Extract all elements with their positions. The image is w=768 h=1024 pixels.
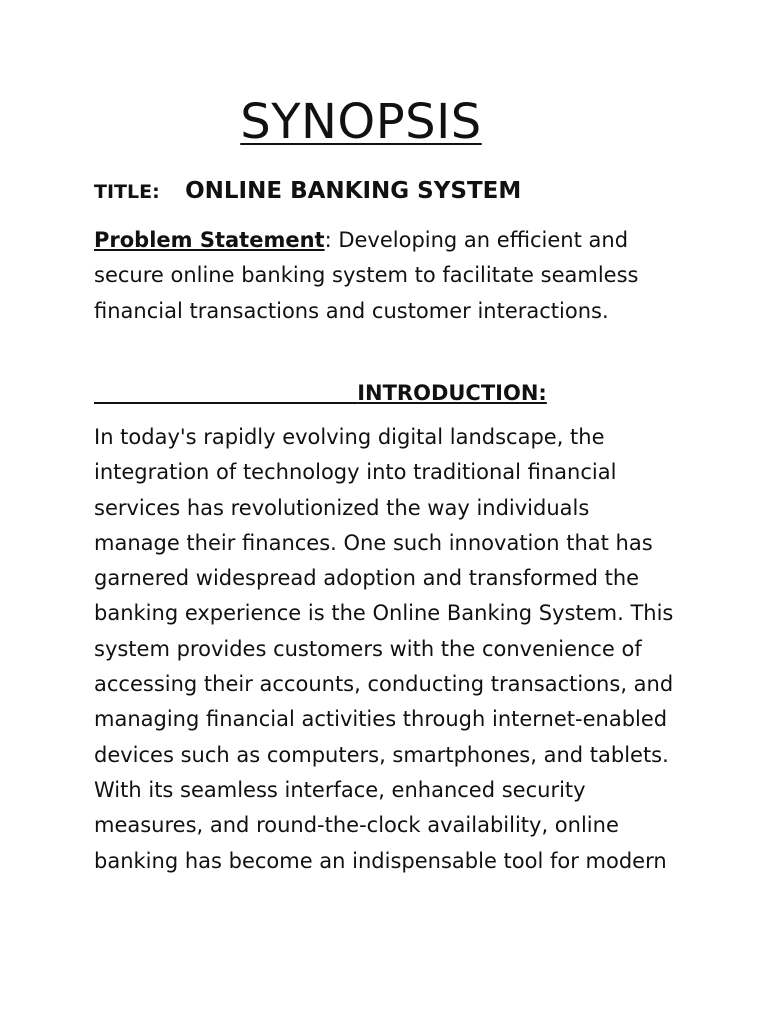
project-title: ONLINE BANKING SYSTEM: [185, 178, 522, 204]
title-label: TITLE:: [94, 181, 160, 203]
introduction-heading: [94, 376, 547, 410]
introduction-heading-rule: [94, 381, 357, 405]
introduction-paragraph: In today's rapidly evolving digital landscape, the integration of technology into traditional financial services has revolutionized the way individuals manage their finances. One such innovation that has garnered widespread adoption and transformed the banking experience is the Online Banking System. This system provides customers with the convenience of accessing their accounts, conducting transactions, and managing financial activities through internet-enabled devices such as computers, smartphones, and tablets. With its seamless interface, enhanced security measures, and round-the-clock availability, online banking has become an indispensable tool for modern: [94, 425, 674, 873]
synopsis-heading: SYNOPSIS: [240, 94, 482, 150]
title-row: [94, 178, 521, 214]
problem-statement: [94, 223, 684, 329]
problem-statement-label: Problem Statement: [94, 228, 325, 252]
problem-statement-text: : Developing an efficient and secure online banking system to facilitate seamless financial transactions and customer interactions.: [94, 228, 639, 323]
introduction-heading-text: INTRODUCTION:: [357, 381, 547, 405]
